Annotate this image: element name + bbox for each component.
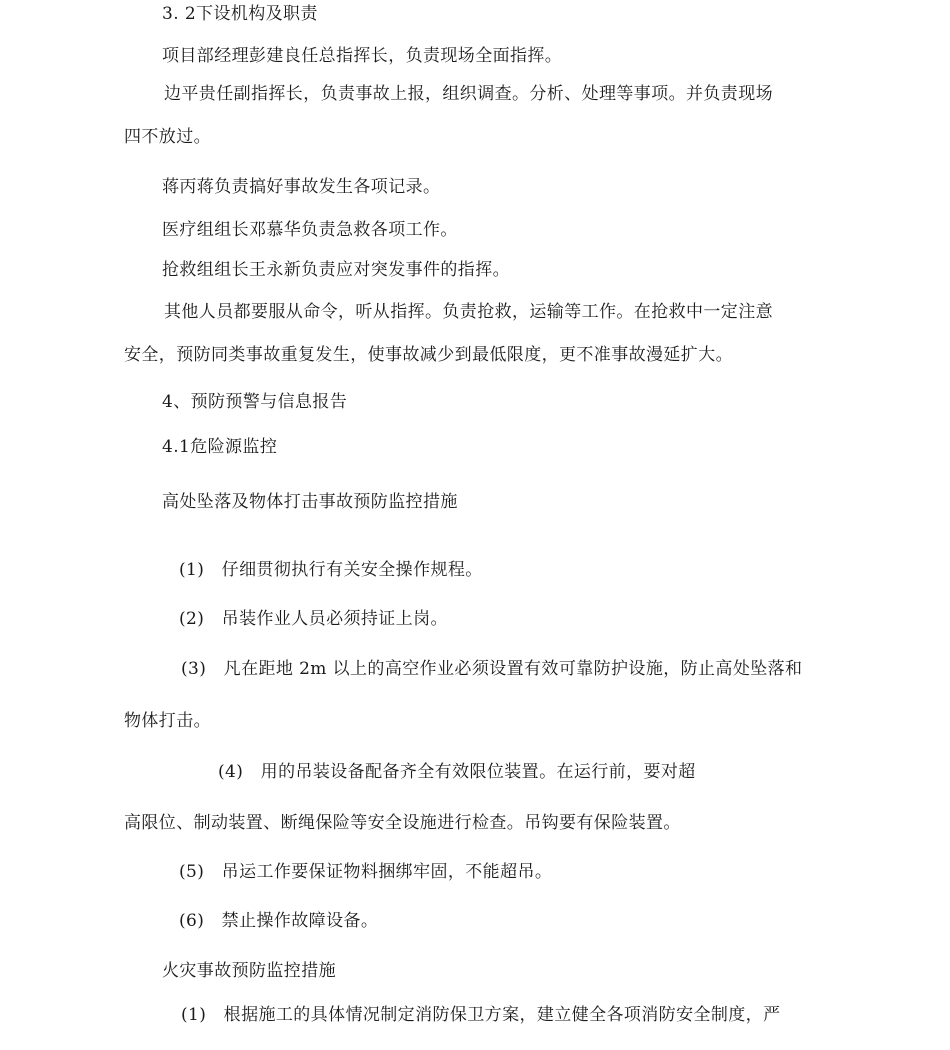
fire-list-item-1: (1) 根据施工的具体情况制定消防保卫方案，建立健全各项消防安全制度，严 [181, 1005, 781, 1025]
list-item-3: (3) 凡在距地 2m 以上的高空作业必须设置有效可靠防护设施，防止高处坠落和 [181, 659, 803, 679]
paragraph-continuation: 安全，预防同类事故重复发生，使事故减少到最低限度，更不准事故漫延扩大。 [124, 345, 733, 365]
list-item-5: (5) 吊运工作要保证物料捆绑牢固，不能超吊。 [179, 862, 553, 882]
paragraph: 医疗组组长邓慕华负责急救各项工作。 [162, 220, 458, 240]
paragraph-continuation: 四不放过。 [124, 127, 211, 147]
list-item-2: (2) 吊装作业人员必须持证上岗。 [179, 609, 448, 629]
list-item-3-continuation: 物体打击。 [124, 711, 211, 731]
section-heading-4: 4、预防预警与信息报告 [162, 392, 348, 412]
list-item-1: (1) 仔细贯彻执行有关安全操作规程。 [179, 560, 483, 580]
list-item-4: (4) 用的吊装设备配备齐全有效限位装置。在运行前，要对超 [218, 762, 696, 782]
section-heading-3-2: 3. 2下设机构及职责 [162, 4, 318, 24]
paragraph: 蒋丙蒋负责搞好事故发生各项记录。 [162, 177, 441, 197]
subheading-fire-prevention: 火灾事故预防监控措施 [162, 961, 336, 981]
paragraph: 边平贵任副指挥长，负责事故上报，组织调查。分析、处理等事项。并负责现场 [164, 84, 773, 104]
subheading-fall-prevention: 高处坠落及物体打击事故预防监控措施 [162, 492, 458, 512]
paragraph: 其他人员都要服从命令，听从指挥。负责抢救，运输等工作。在抢救中一定注意 [164, 302, 773, 322]
paragraph: 抢救组组长王永新负责应对突发事件的指挥。 [162, 260, 510, 280]
paragraph: 项目部经理彭建良任总指挥长，负责现场全面指挥。 [162, 46, 563, 66]
list-item-6: (6) 禁止操作故障设备。 [179, 911, 379, 931]
list-item-4-continuation: 高限位、制动装置、断绳保险等安全设施进行检查。吊钩要有保险装置。 [124, 813, 681, 833]
subsection-heading-4-1: 4.1危险源监控 [162, 437, 278, 457]
